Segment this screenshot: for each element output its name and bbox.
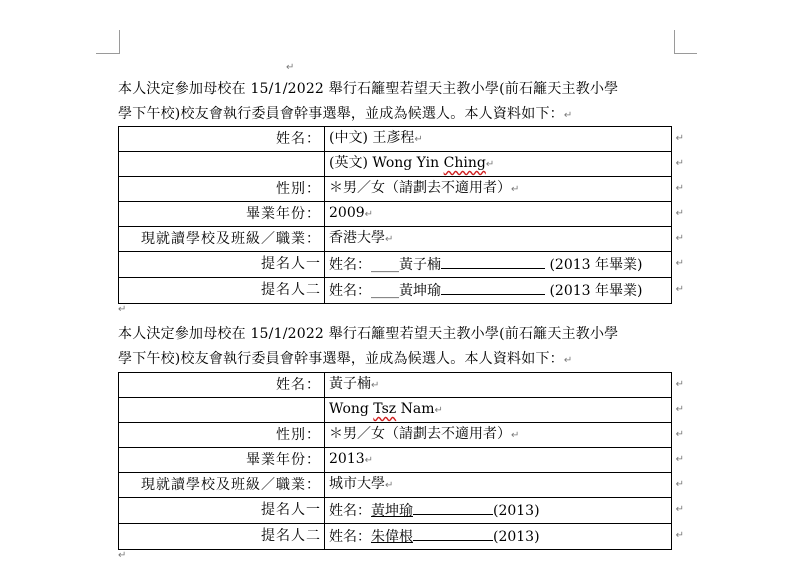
table-row (119, 202, 672, 227)
label-cell: 提名人二 (119, 278, 325, 304)
label-cell: 畢業年份： (119, 448, 325, 473)
value-cell[interactable]: Wong Tsz Nam↵ ↵ (325, 398, 672, 423)
value-cell[interactable]: 姓名：朱偉根 (2013) ↵ (325, 524, 672, 550)
value-cell[interactable]: ＊男／女（請劃去不適用者）↵ ↵ (325, 423, 672, 448)
paragraph-mark: ↵ (118, 550, 127, 561)
table-row (119, 278, 672, 304)
value-cell[interactable]: 香港大學↵ ↵ (325, 227, 672, 252)
table-row (119, 524, 672, 550)
intro-line: 學下午校)校友會執行委員會幹事選舉，並成為候選人。本人資料如下：↵ (118, 351, 573, 367)
label-cell: 現就讀學校及班級／職業： (119, 473, 325, 498)
paragraph-mark: ↵ (118, 304, 127, 315)
form2-intro[interactable] (118, 322, 688, 373)
table-row (119, 498, 672, 524)
intro-line: 本人決定參加母校在 15/1/2022 舉行石籬聖若望天主教小學(前石籬天主教小學 (118, 81, 619, 97)
value-cell[interactable]: (中文) 王彥程↵ ↵ (325, 127, 672, 152)
page-corner-mark (675, 53, 697, 54)
table-row (119, 448, 672, 473)
value-cell[interactable]: (英文) Wong Yin Ching↵ ↵ (325, 152, 672, 177)
intro-line: 本人決定參加母校在 15/1/2022 舉行石籬聖若望天主教小學(前石籬天主教小學 (118, 326, 619, 342)
nominator-name: 黃子楠 (399, 257, 441, 273)
value-cell[interactable]: 姓名：____黃坤瑜 (2013 年畢業) ↵ (325, 278, 672, 304)
paragraph-mark: ↵ (286, 62, 295, 73)
label-cell: 畢業年份： (119, 202, 325, 227)
label-cell: 性別： (119, 423, 325, 448)
value-cell[interactable]: 姓名：____黃子楠 (2013 年畢業) ↵ (325, 252, 672, 278)
label-cell: 現就讀學校及班級／職業： (119, 227, 325, 252)
spell-error: Tsz (373, 401, 397, 417)
table-row (119, 473, 672, 498)
nominator-name: 黃坤瑜 (371, 503, 413, 519)
label-cell: 提名人二 (119, 524, 325, 550)
nominator-name: 黃坤瑜 (399, 283, 441, 299)
label-cell: 提名人一 (119, 252, 325, 278)
table-row (119, 373, 672, 398)
table-row (119, 227, 672, 252)
page-corner-mark (96, 53, 120, 54)
label-cell: 姓名： (119, 127, 325, 152)
table-row (119, 252, 672, 278)
spell-error: Ching (443, 155, 486, 171)
form1-table (118, 126, 684, 304)
label-cell (119, 152, 325, 177)
label-cell: 姓名： (119, 373, 325, 398)
label-cell: 提名人一 (119, 498, 325, 524)
table-row (119, 152, 672, 177)
table-row (119, 127, 672, 152)
table-row (119, 398, 672, 423)
value-cell[interactable]: 2009↵ ↵ (325, 202, 672, 227)
label-cell (119, 398, 325, 423)
value-cell[interactable]: 2013↵ ↵ (325, 448, 672, 473)
value-cell[interactable]: 姓名：黃坤瑜 (2013) ↵ (325, 498, 672, 524)
page-corner-mark (119, 30, 120, 54)
nominator-name: 朱偉根 (371, 529, 413, 545)
value-cell[interactable]: 城市大學↵ ↵ (325, 473, 672, 498)
value-cell[interactable]: 黃子楠↵ ↵ (325, 373, 672, 398)
value-cell[interactable]: ＊男／女（請劃去不適用者）↵ ↵ (325, 177, 672, 202)
table-row (119, 423, 672, 448)
form1-intro[interactable] (118, 77, 688, 128)
page-corner-mark (674, 30, 675, 54)
form2-table (118, 372, 684, 550)
label-cell: 性別： (119, 177, 325, 202)
intro-line: 學下午校)校友會執行委員會幹事選舉，並成為候選人。本人資料如下：↵ (118, 106, 573, 122)
table-row (119, 177, 672, 202)
